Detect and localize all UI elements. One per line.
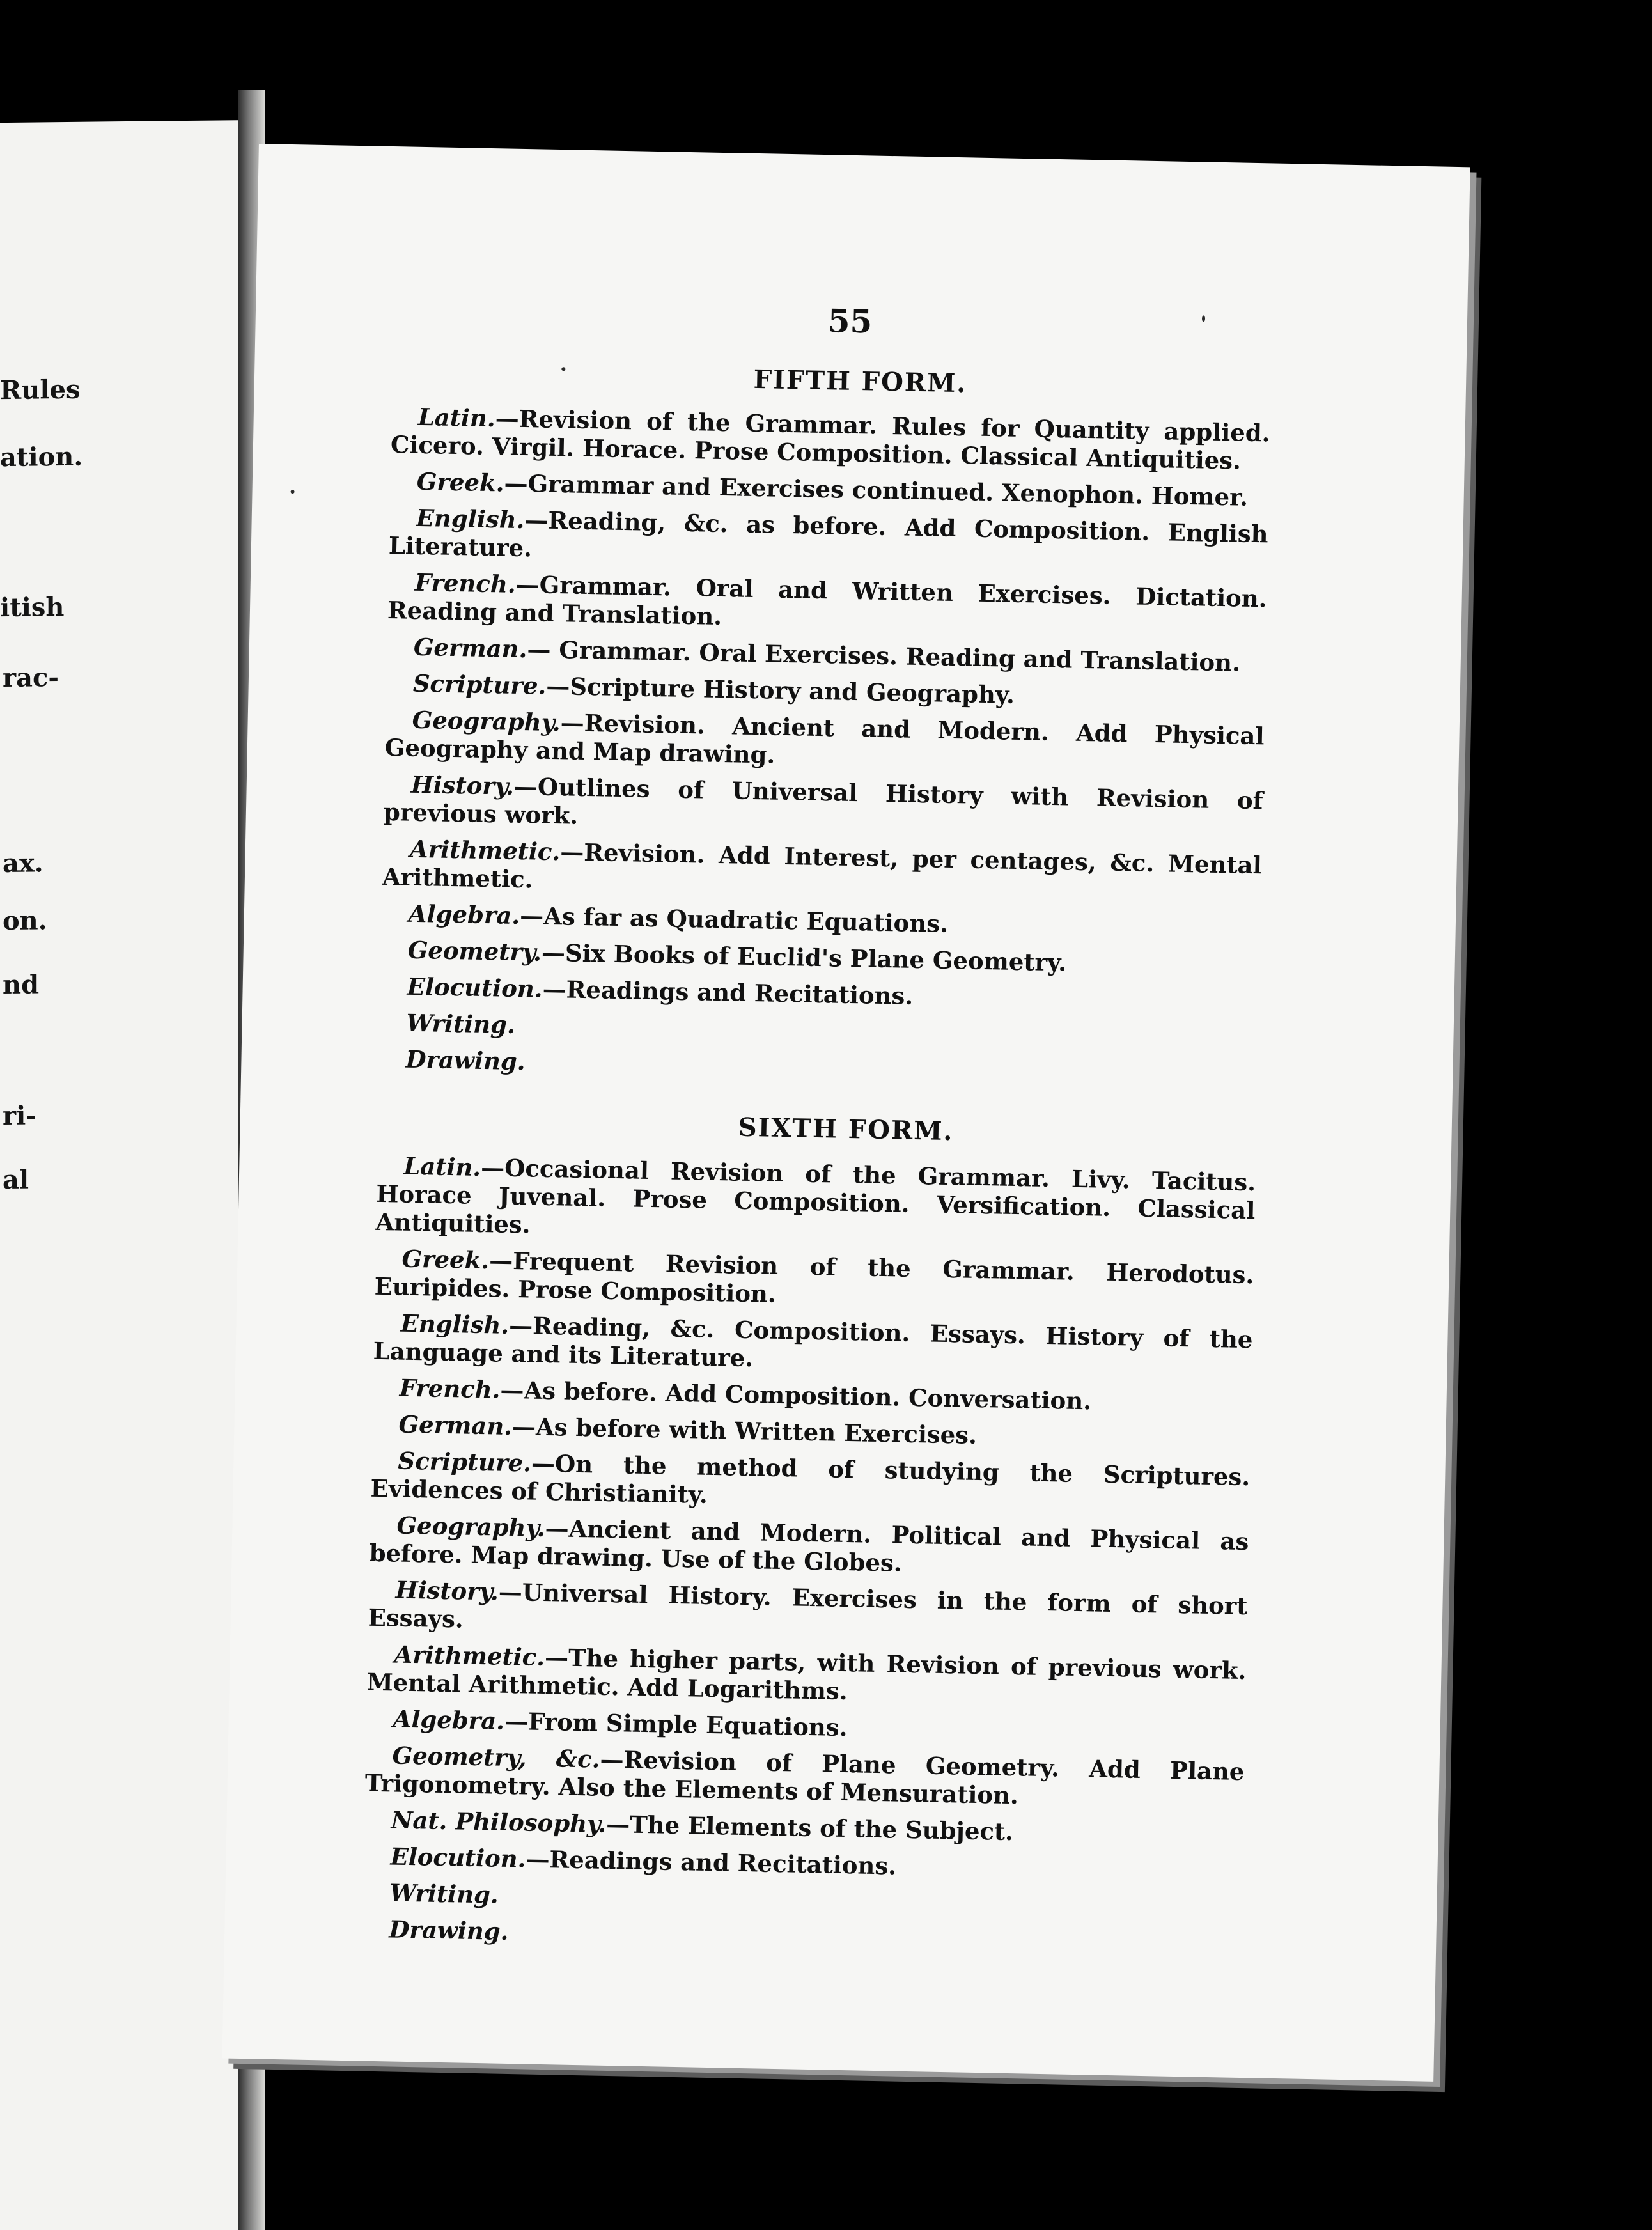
left-page-fragments	[0, 120, 253, 2230]
subject-name: Geography.	[396, 1511, 546, 1542]
curriculum-entry	[373, 1309, 1252, 1382]
subject-name: Elocution.	[407, 972, 543, 1003]
curriculum-entry	[364, 1805, 1243, 1850]
subject-name: Greek.	[401, 1244, 490, 1275]
subject-description: —Revision. Add Interest, per centages, &c. Mental Arithmetic.	[382, 838, 1263, 894]
curriculum-entry	[369, 1511, 1249, 1584]
curriculum-entry	[387, 568, 1267, 641]
subject-description: —Grammar. Oral and Written Exercises. Dictation. Reading and Translation.	[387, 570, 1268, 631]
subject-name: Arithmetic.	[409, 834, 561, 866]
left-page-fragment: nd	[3, 969, 40, 1001]
subject-name: Algebra.	[408, 899, 520, 930]
print-speck	[1202, 315, 1205, 322]
curriculum-entry	[389, 467, 1269, 511]
curriculum-entry	[384, 705, 1264, 778]
curriculum-entry	[378, 1045, 1258, 1089]
sixth-form-heading: SIXTH FORM.	[738, 1112, 954, 1147]
subject-name: Geometry.	[407, 935, 542, 967]
subject-description: —Universal History. Exercises in the form of short Essays.	[368, 1577, 1248, 1634]
subject-description: — Grammar. Oral Exercises. Reading and Translation.	[527, 635, 1241, 677]
curriculum-entry	[382, 899, 1261, 944]
subject-name: History.	[395, 1575, 499, 1606]
left-page-fragment: rac-	[3, 662, 59, 694]
curriculum-entry	[366, 1640, 1246, 1713]
subject-description: —The Elements of the Subject.	[605, 1809, 1014, 1846]
subject-description: —The higher parts, with Revision of previous work. Mental Arithmetic. Add Logarithms.	[366, 1643, 1247, 1706]
left-page-fragment: al	[3, 1164, 29, 1196]
subject-description: —Readings and Recitations.	[542, 974, 914, 1010]
curriculum-entry	[387, 632, 1266, 677]
subject-name: Geometry, &c.	[392, 1741, 601, 1774]
subject-description: —Occasional Revision of the Grammar. Livy. Tacitus. Horace Juvenal. Prose Composition. Versification. Classical Antiquities.	[375, 1153, 1256, 1239]
subject-name: Latin.	[403, 1151, 481, 1181]
left-page-fragment: ri-	[3, 1100, 36, 1132]
subject-name: English.	[400, 1309, 510, 1339]
subject-description: —From Simple Equations.	[504, 1706, 848, 1742]
subject-description: —As before with Written Exercises.	[511, 1412, 978, 1449]
page-number: 55	[827, 302, 873, 341]
print-speck	[561, 367, 565, 371]
curriculum-entry	[384, 770, 1263, 843]
subject-description: —As before. Add Composition. Conversation.	[500, 1375, 1092, 1415]
subject-name: Nat. Philosophy.	[391, 1805, 607, 1838]
subject-name: Algebra.	[393, 1704, 505, 1735]
curriculum-entry	[375, 1151, 1256, 1252]
subject-name: Writing.	[389, 1878, 499, 1909]
curriculum-entry	[371, 1410, 1251, 1454]
subject-description: —Ancient and Modern. Political and Physical as before. Map drawing. Use of the Globes.	[369, 1513, 1249, 1577]
subject-name: Arithmetic.	[394, 1640, 545, 1672]
curriculum-entry	[363, 1842, 1243, 1887]
fifth-form-heading: FIFTH FORM.	[753, 364, 967, 399]
subject-name: German.	[413, 632, 527, 664]
subject-name: History.	[410, 770, 515, 800]
subject-description: —Revision of Plane Geometry. Add Plane Trigonometry. Also the Elements of Mensuration.	[364, 1745, 1245, 1810]
subject-name: German.	[398, 1410, 513, 1440]
subject-description: —Revision. Ancient and Modern. Add Physical Geography and Map drawing.	[384, 708, 1265, 769]
curriculum-entry	[362, 1915, 1242, 1960]
curriculum-entry	[382, 834, 1262, 907]
left-page-fragment: on.	[3, 905, 47, 937]
subject-name: Elocution.	[390, 1842, 526, 1873]
curriculum-entry	[366, 1704, 1245, 1749]
subject-name: Scripture.	[398, 1446, 532, 1478]
subject-description: —Frequent Revision of the Grammar. Herodotus. Euripides. Prose Composition.	[374, 1246, 1254, 1308]
subject-description: —Outlines of Universal History with Revision of previous work.	[383, 772, 1263, 830]
left-facing-page	[0, 120, 253, 2230]
curriculum-entry	[370, 1446, 1250, 1519]
curriculum-entry	[380, 935, 1260, 980]
curriculum-entry	[379, 1008, 1259, 1053]
subject-description: —Reading, &c. Composition. Essays. History of the Language and its Literature.	[373, 1311, 1253, 1373]
subject-name: Geography.	[412, 705, 561, 737]
page	[222, 144, 1470, 2082]
curriculum-entry	[380, 972, 1259, 1017]
left-page-fragment: itish	[0, 592, 65, 623]
subject-name: French.	[414, 568, 517, 598]
subject-description: —Reading, &c. as before. Add Composition. English Literature.	[388, 506, 1268, 563]
curriculum-entry	[364, 1741, 1244, 1814]
curriculum-entry	[391, 402, 1270, 475]
subject-name: English.	[416, 503, 525, 534]
subject-description: —Scripture History and Geography.	[545, 671, 1015, 709]
curriculum-entry	[372, 1373, 1252, 1418]
subject-name: Scripture.	[412, 669, 547, 700]
subject-description: —Six Books of Euclid's Plane Geometry.	[541, 938, 1067, 977]
sixth-form-entries	[362, 1151, 1256, 1968]
curriculum-entry	[374, 1244, 1254, 1317]
subject-description: —Revision of the Grammar. Rules for Quantity applied. Cicero. Virgil. Horace. Prose Composition. Classical Antiquities.	[390, 404, 1271, 475]
subject-description: —On the method of studying the Scriptures. Evidences of Christianity.	[370, 1449, 1251, 1509]
curriculum-entry	[368, 1575, 1247, 1648]
subject-name: Drawing.	[405, 1045, 526, 1076]
print-speck	[291, 490, 295, 494]
subject-name: Drawing.	[389, 1915, 509, 1946]
subject-name: Latin.	[417, 402, 496, 433]
subject-description: —Readings and Recitations.	[526, 1844, 897, 1880]
curriculum-entry	[389, 503, 1268, 576]
left-page-fragment: ax.	[3, 848, 43, 879]
curriculum-entry	[386, 669, 1265, 713]
subject-description: —Grammar and Exercises continued. Xenophon. Homer.	[504, 469, 1249, 511]
curriculum-entry	[362, 1878, 1242, 1923]
subject-name: French.	[399, 1373, 501, 1404]
fifth-form-entries	[378, 402, 1270, 1098]
subject-description: —As far as Quadratic Equations.	[519, 901, 949, 938]
left-page-fragment: Rules	[0, 374, 81, 406]
subject-name: Greek.	[416, 467, 505, 497]
left-page-fragment: ation.	[0, 441, 83, 473]
subject-name: Writing.	[406, 1008, 516, 1039]
